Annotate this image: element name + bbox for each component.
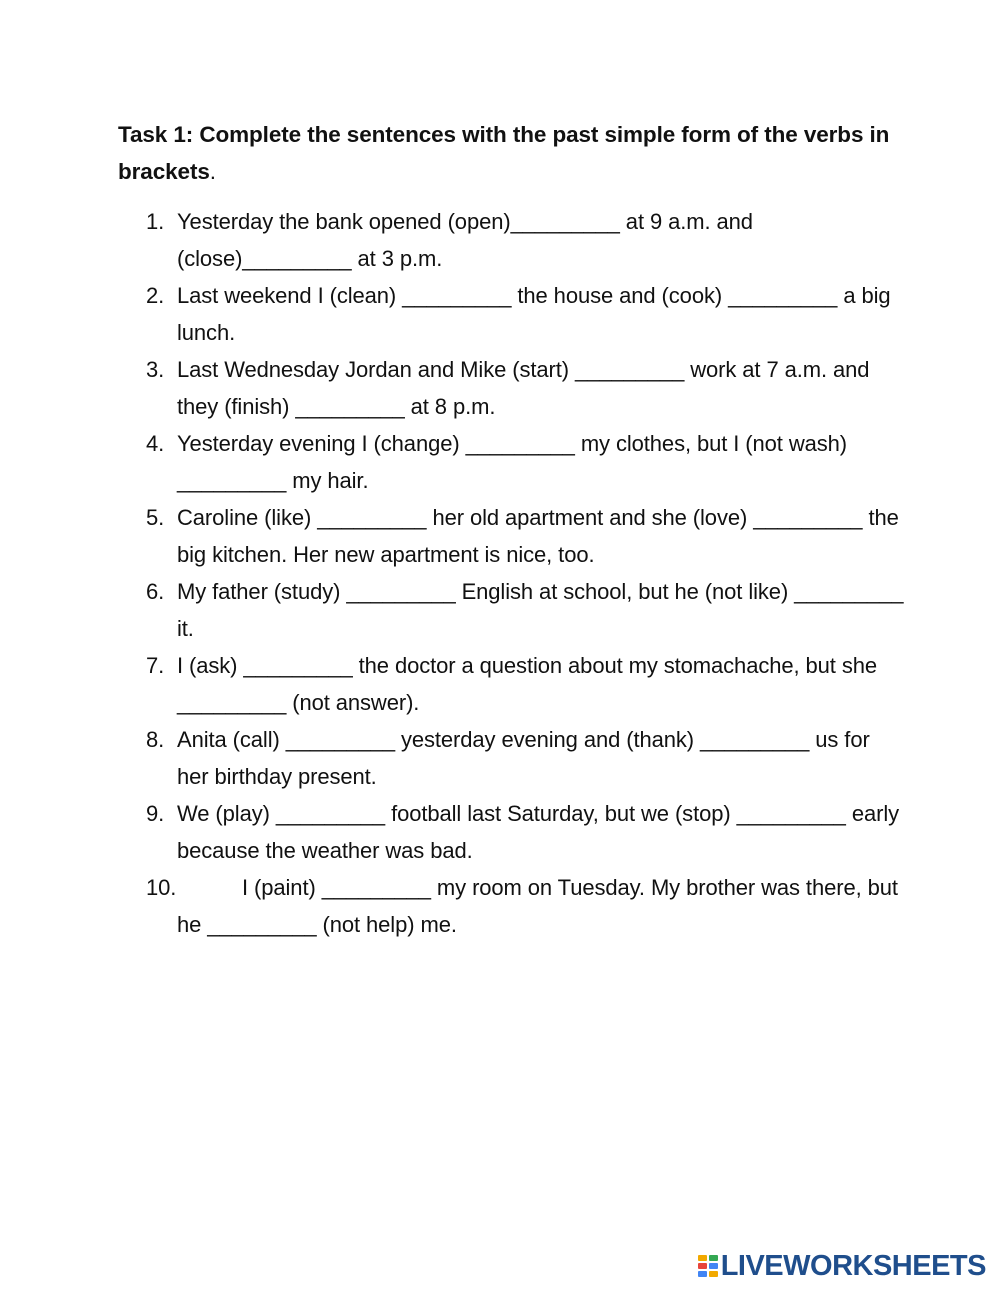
task-title-text: Task 1: Complete the sentences with the past simple form of the verbs in brackets <box>118 122 890 184</box>
task-title <box>118 116 898 190</box>
brand-name: LIVEWORKSHEETS <box>720 1250 986 1282</box>
exercise-sentence: I (paint) _________ my room on Tuesday. My brother was there, but he _________ (not help) me. <box>177 875 898 937</box>
exercise-number: 1. <box>146 209 165 234</box>
liveworksheets-branding[interactable] <box>697 1252 986 1280</box>
exercise-number: 2. <box>146 283 165 308</box>
exercise-number: 3. <box>146 357 165 382</box>
exercise-number: 7. <box>146 653 165 678</box>
exercise-item-4 <box>146 425 906 499</box>
exercise-list <box>146 203 906 943</box>
exercise-item-7 <box>146 647 906 721</box>
exercise-item-5 <box>146 499 906 573</box>
exercise-sentence: Yesterday the bank opened (open)_________ at 9 a.m. and (close)_________ at 3 p.m. <box>177 209 753 271</box>
exercise-sentence: Last weekend I (clean) _________ the house and (cook) _________ a big lunch. <box>177 283 891 345</box>
exercise-sentence: My father (study) _________ English at school, but he (not like) _________ it. <box>177 579 904 641</box>
exercise-item-9 <box>146 795 906 869</box>
exercise-sentence: Last Wednesday Jordan and Mike (start) _________ work at 7 a.m. and they (finish) _________ at 8 p.m. <box>177 357 870 419</box>
exercise-item-10 <box>146 869 906 943</box>
exercise-sentence: We (play) _________ football last Saturday, but we (stop) _________ early because the weather was bad. <box>177 801 900 863</box>
exercise-number: 8. <box>146 727 165 752</box>
liveworksheets-logo-icon <box>697 1254 719 1278</box>
exercise-item-6 <box>146 573 906 647</box>
task-title-period: . <box>209 159 216 184</box>
exercise-number: 6. <box>146 579 165 604</box>
exercise-sentence: Yesterday evening I (change) _________ my clothes, but I (not wash) _________ my hair. <box>177 431 848 493</box>
exercise-sentence: Caroline (like) _________ her old apartment and she (love) _________ the big kitchen. Her new apartment is nice, too. <box>177 505 899 567</box>
exercise-item-3 <box>146 351 906 425</box>
exercise-number: 4. <box>146 431 165 456</box>
exercise-number: 9. <box>146 801 165 826</box>
exercise-item-2 <box>146 277 906 351</box>
exercise-sentence: I (ask) _________ the doctor a question about my stomachache, but she _________ (not answer). <box>177 653 877 715</box>
exercise-item-8 <box>146 721 906 795</box>
exercise-sentence: Anita (call) _________ yesterday evening and (thank) _________ us for her birthday present. <box>177 727 870 789</box>
exercise-number: 10. <box>146 875 177 900</box>
exercise-item-1 <box>146 203 906 277</box>
exercise-number: 5. <box>146 505 165 530</box>
